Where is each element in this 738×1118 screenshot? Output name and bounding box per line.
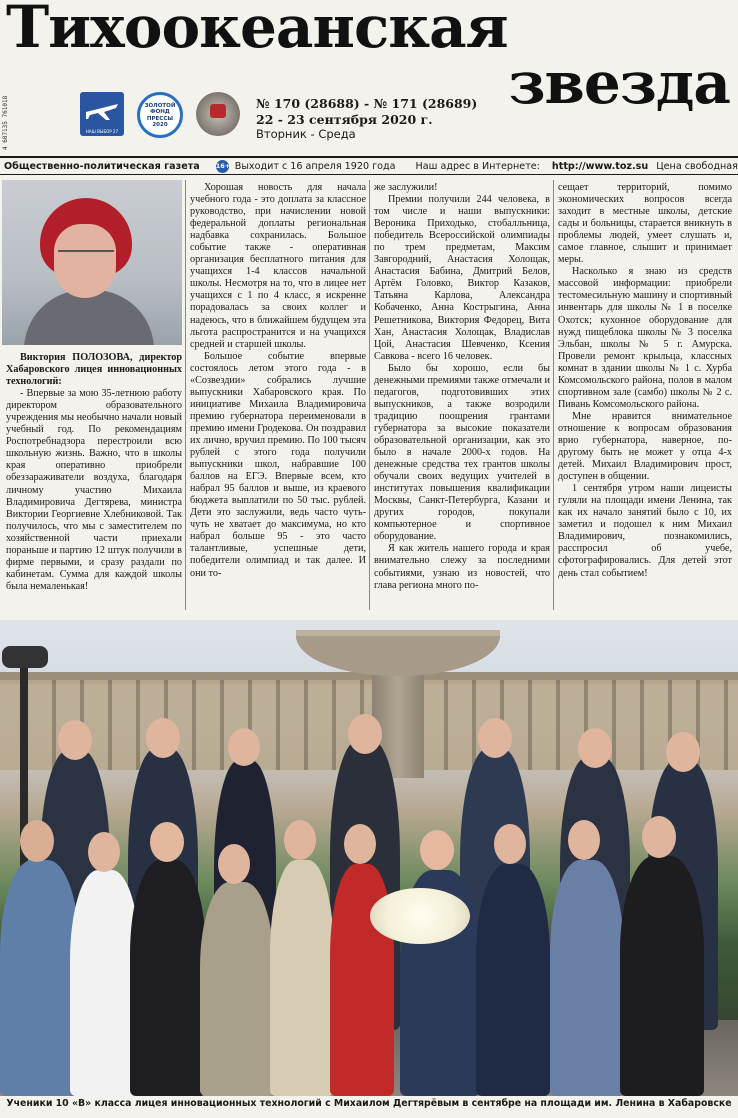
article-column-1 [6,352,182,593]
paragraph: Премии получили 244 человека, в том числе и наши выпускники: Вероника Приходько, стобалльница, победитель Всероссийской олимпиады по трем предметам, Максим Завгородний, Анастасия Холощак, Анастасия Бабина, Дмитрий Белов, Артём Головко, Виктор Казаков, Татьяна Карлова, Александра Кобаченко, Анна Кострыгина, Анна Решетникова, Виктория Федорец, Вита Хан, Анастасия Холощак, Владислав Цой, Анастасия Шевченко, Ксения Савкова - всего 16 человек. [374,194,550,362]
order-medal-icon [196,92,240,136]
paragraph: Хорошая новость для начала учебного года - это доплата за классное руководство, при начислении новой федеральной доплаты региональная надбавка сохранилась. Большое событие также - оперативная организация бесплатного питания для учащихся 1-4 классов начальной школы. Несмотря на то, что в лицее нет учащихся с 1 по 4 класс, я искренне порадовалась за своих коллег и надеюсь, что в ближайшем будущем эта льгота распространится и на учащихся средней и старшей школы. [190,182,366,350]
issue-days: Вторник - Среда [256,127,356,142]
plane-icon [80,92,124,128]
barcode-number: 4 607135 761018 [2,95,9,150]
newspaper-title-line2: звезда [508,49,730,117]
paragraph: Насколько я знаю из средств массовой информации: приобрели тестомесильную машину и спортивный инвентарь для школы № 1 в поселке Охотск; кухонное оборудование для нужд пищеблока школы № 3 поселка Эльбан, школы № 5 г. Амурска. Провели ремонт крыльца, классных комнат в здании школы № 1 с. Хурба Комсомольского района, полов в малом спортивном зале (самбо) школы № 2 с. Пивань Комсомольского района. [558,266,732,410]
since-text: Выходит с 16 апреля 1920 года [234,161,396,172]
issue-dates: 22 - 23 сентября 2020 г. [256,111,433,127]
article-column-4 [558,182,732,580]
speaker-intro: Виктория ПОЛОЗОВА, директор Хабаровского лицея инновационных технологий: [6,352,182,388]
flower-bouquet [370,888,470,944]
group-photo [0,620,738,1096]
paragraph: Было бы хорошо, если бы денежными премиями также отмечали и педагогов, подготовивших этих выпускников, а также возродили традицию поощрения грантами губернатора за высокие показатели образовательной организации, как это было в начале 2000-х годов. На денежные средства тех грантов школы обучали своих ведущих учителей в институтах повышения квалификации Москвы, Санкт-Петербурга, Казани и других городов, покупали компьютерное и спортивное оборудование. [374,362,550,543]
address-label: Наш адрес в Интернете: [415,161,540,172]
article-column-3 [374,182,550,592]
column-divider [369,180,370,610]
issue-numbers: № 170 (28688) - № 171 (28689) [256,96,478,111]
plane-badge-icon [80,92,124,136]
column-divider [185,180,186,610]
column-divider [553,180,554,610]
newspaper-title-line1: Тихоокеанская [6,0,508,61]
paragraph: же заслужили! [374,182,438,193]
paragraph: Большое событие впервые состоялось летом этого года - в «Созвездии» собрались лучшие выпускники Хабаровского края. По инициативе Михаила Владимировича премию губернатора переименовали в премию имени Гродекова. Он поздравил их лично, вручил премию. По 100 тысяч рублей с этого года получили выпускники школ, набравшие 100 баллов на ЕГЭ. Впервые всем, кто набрал 95 баллов и выше, из краевого бюджета выплатили по 50 тыс. рублей. Дети это заслужили, ведь часто чуть-чуть не хватает до максимума, но кто набрал больше 95 - это часто талантливые, успешные дети, победители олимпиад и так далее. И они то- [190,350,366,579]
article-column-2 [190,182,366,580]
paragraph: Мне нравится внимательное отношение к вопросам образования врио губернатора, наверное, по-другому быть не может у отца 4-х детей. Михаил Владимирович прост, доступен в общении. [558,410,732,483]
paper-type: Общественно-политическая газета [4,161,200,172]
photo-caption: Ученики 10 «В» класса лицея инновационных технологий с Михаилом Дегтярёвым в сентябре на площади им. Ленина в Хабаровске [6,1098,732,1109]
paragraph: Я как житель нашего города и края внимательно слежу за последними событиями, узнаю из новостей, что глава региона много по- [374,543,550,591]
price-text: Цена свободная [656,161,738,172]
portrait-photo [2,180,182,345]
paragraph: - Впервые за мою 35-летнюю работу директором образовательного учреждения мы необычно начали новый учебный год. По рекомендациям Роспотребнадзора перестроили всю школьную жизнь. Важно, что в школы края оперативно приобрели обеззараживатели воздуха, благодаря личному участию Михаила Владимировича Дегтярева, министра Виктории Георгиевне Хлебниковой. Так получилось, что мы с заместителем по хозяйственной части приехали пораньше и партию 12 штук получили в фирме первыми, и сразу раздали по кабинетам. Сумма для каждой школы была немаленькая! [6,388,182,592]
masthead-rule-top [0,156,738,158]
golden-fund-badge [137,92,183,138]
paragraph: сещает территорий, помимо экономических вопросов всегда заходит в местные школы, детские сады и больницы, старается вникнуть в проблемы людей, умеет слушать и, самое главное, слышит и принимает меры. [558,182,732,266]
issue-info [256,96,477,142]
paragraph: 1 сентября утром наши лицеисты гуляли на площади имени Ленина, так как их начало занятий было с 10, их заметил и подошел к ним Михаил Владимирович, познакомились, расспросил об учебе, сфотографировались. Для детей этот день стал событием! [558,483,732,579]
info-line [4,160,738,173]
fountain [296,630,500,676]
age-rating-badge: 16+ [216,160,229,173]
plane-badge-label: НАШ ВЫБОР 27 [85,129,119,134]
masthead-rule-bottom [0,174,738,175]
golden-fund-label: ЗОЛОТОЙ ФОНД ПРЕССЫ 2020 [144,103,176,128]
website-link[interactable]: http://www.toz.su [551,161,649,172]
